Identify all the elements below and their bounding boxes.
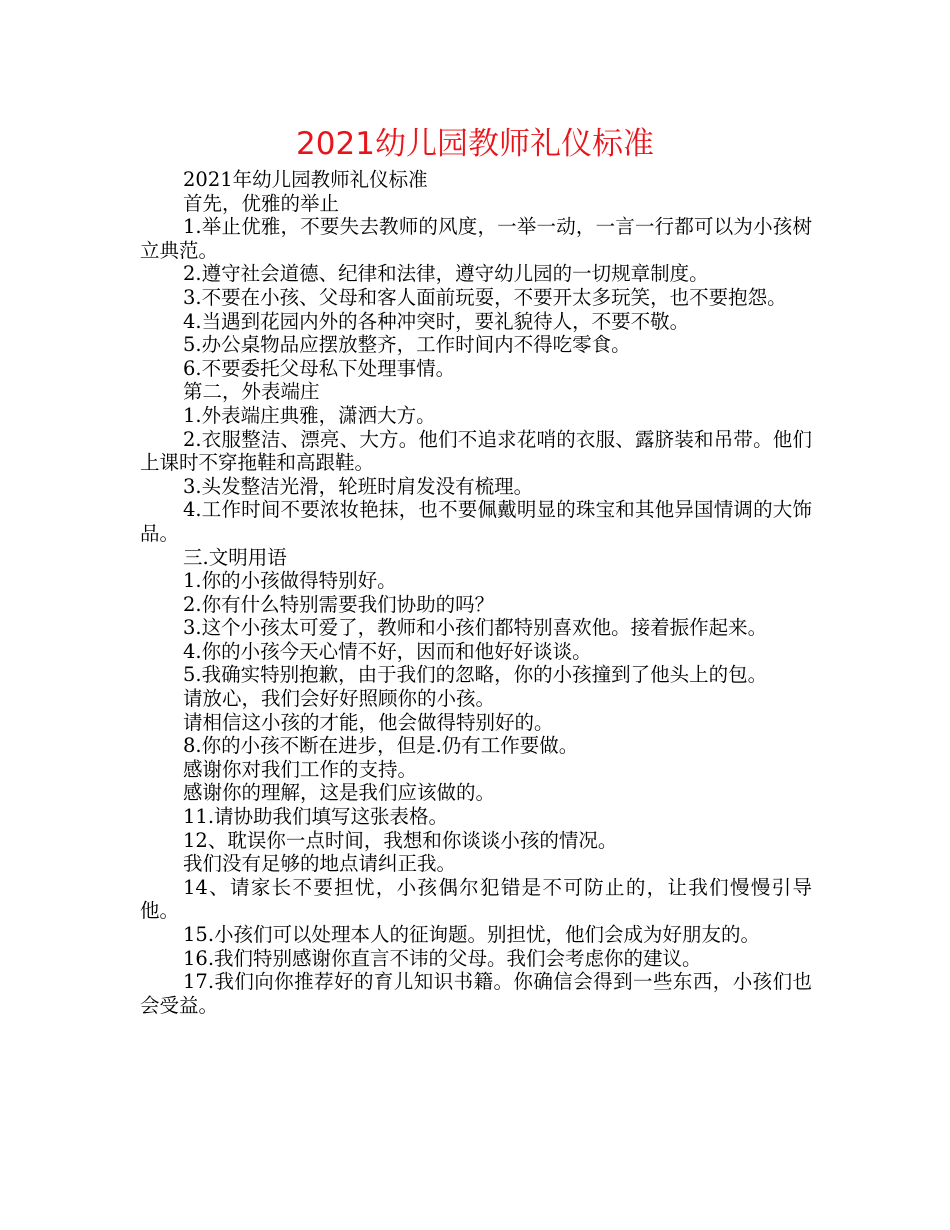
list-item: 我们没有足够的地点请纠正我。 (183, 852, 457, 876)
list-item: 3.头发整洁光滑，轮班时肩发没有梳理。 (183, 474, 534, 498)
list-item: 感谢你的理解，这是我们应该做的。 (183, 781, 496, 805)
list-item: 6.不要委托父母私下处理事情。 (183, 356, 456, 380)
document-title: 2021幼儿园教师礼仪标准 (296, 126, 654, 162)
list-item: 14、请家长不要担忧，小孩偶尔犯错是不可防止的，让我们慢慢引导他。 (140, 875, 812, 923)
list-item: 15.小孩们可以处理本人的征询题。别担忧，他们会成为好朋友的。 (183, 923, 761, 946)
list-item: 4.你的小孩今天心情不好，因而和他好好谈谈。 (183, 639, 592, 663)
list-item: 5.我确实特别抱歉，由于我们的忽略，你的小孩撞到了他头上的包。 (183, 663, 768, 687)
list-item: 请相信这小孩的才能，他会做得特别好的。 (183, 710, 554, 734)
document-body (140, 168, 812, 1017)
list-item: 4.当遇到花园内外的各种冲突时，要礼貌待人，不要不敬。 (183, 309, 690, 333)
list-item: 感谢你对我们工作的支持。 (183, 757, 418, 781)
list-item: 17.我们向你推荐好的育儿知识书籍。你确信会得到一些东西，小孩们也会受益。 (140, 970, 812, 1017)
list-item: 4.工作时间不要浓妆艳抹，也不要佩戴明显的珠宝和其他异国情调的大饰品。 (140, 498, 812, 545)
section-heading: 第二，外表端庄 (183, 380, 320, 404)
list-item: 11.请协助我们填写这张表格。 (183, 805, 449, 829)
list-item: 5.办公桌物品应摆放整齐，工作时间内不得吃零食。 (183, 333, 631, 357)
list-item: 1.你的小孩做得特别好。 (183, 569, 397, 593)
list-item: 2.遵守社会道德、纪律和法律，遵守幼儿园的一切规章制度。 (183, 262, 709, 286)
list-item: 2.衣服整洁、漂亮、大方。他们不追求花哨的衣服、露脐装和吊带。他们上课时不穿拖鞋和高跟鞋。 (140, 427, 812, 475)
list-item: 3.不要在小孩、父母和客人面前玩耍，不要开太多玩笑，也不要抱怨。 (183, 285, 787, 309)
paragraph: 2021年幼儿园教师礼仪标准 (183, 168, 428, 191)
section-heading: 首先，优雅的举止 (183, 191, 340, 215)
list-item: 12、耽误你一点时间，我想和你谈谈小孩的情况。 (183, 828, 618, 852)
list-item: 请放心，我们会好好照顾你的小孩。 (183, 687, 496, 711)
section-heading: 三.文明用语 (183, 545, 287, 569)
list-item: 3.这个小孩太可爱了，教师和小孩们都特别喜欢他。接着振作起来。 (183, 616, 768, 640)
list-item: 1.外表端庄典雅，潇洒大方。 (183, 403, 436, 427)
list-item: 1.举止优雅，不要失去教师的风度，一举一动，一言一行都可以为小孩树立典范。 (140, 215, 812, 262)
list-item: 8.你的小孩不断在进步，但是.仍有工作要做。 (183, 734, 579, 758)
list-item: 2.你有什么特别需要我们协助的吗？ (183, 592, 495, 616)
list-item: 16.我们特别感谢你直言不讳的父母。我们会考虑你的建议。 (183, 946, 702, 970)
